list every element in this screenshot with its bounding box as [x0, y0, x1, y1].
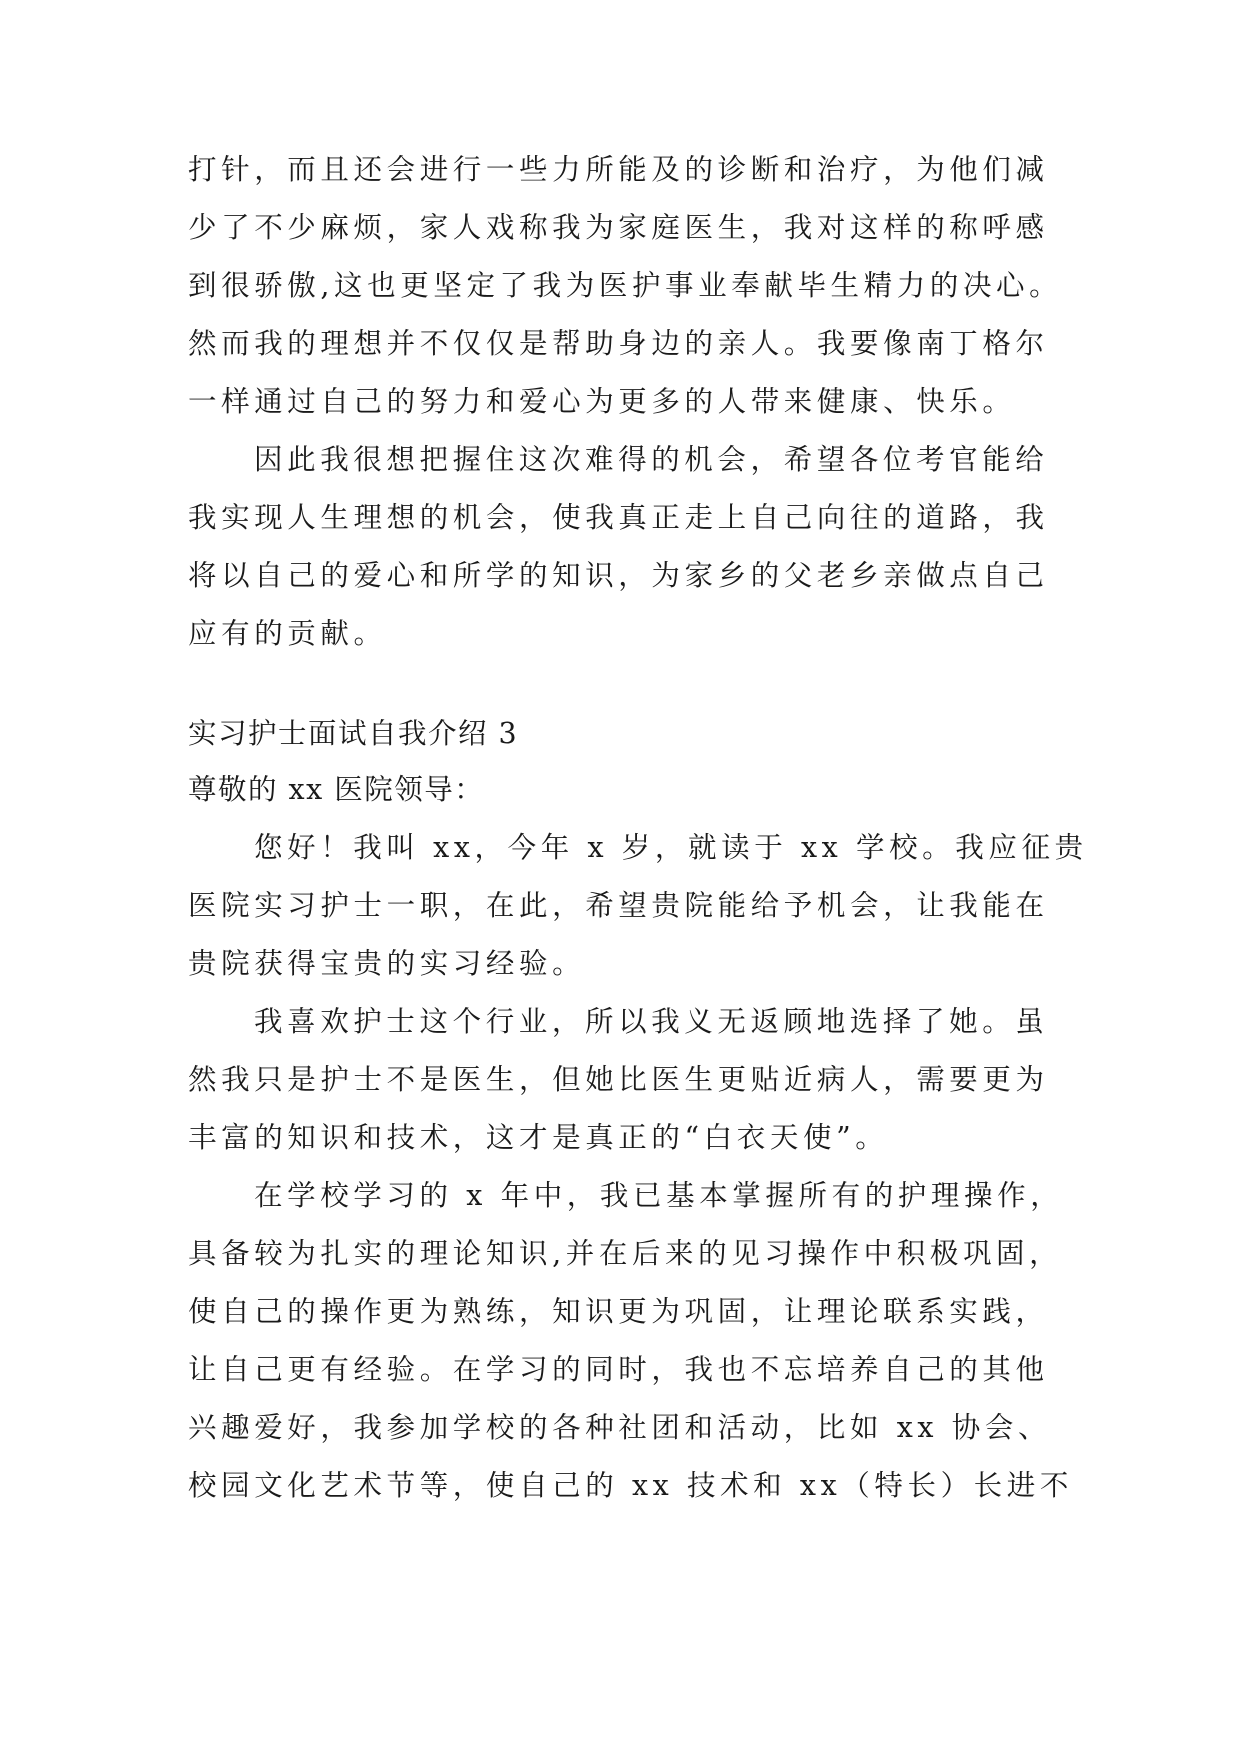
text-line: 使自己的操作更为熟练，知识更为巩固，让理论联系实践，: [188, 1295, 1049, 1328]
text-line: 兴趣爱好，我参加学校的各种社团和活动，比如 xx 协会、: [188, 1411, 1052, 1444]
paragraph-start: 您好！我叫 xx，今年 x 岁，就读于 xx 学校。我应征贵: [254, 831, 1088, 864]
text-line: 一样通过自己的努力和爱心为更多的人带来健康、快乐。: [188, 385, 1016, 418]
text-line: 应有的贡献。: [188, 617, 387, 650]
paragraph-start: 因此我很想把握住这次难得的机会，希望各位考官能给: [254, 443, 1049, 476]
text-line: 具备较为扎实的理论知识,并在后来的见习操作中积极巩固，: [188, 1237, 1063, 1270]
text-line: 贵院获得宝贵的实习经验。: [188, 947, 586, 980]
salutation: 尊敬的 xx 医院领导：: [188, 773, 485, 806]
text-line: 将以自己的爱心和所学的知识，为家乡的父老乡亲做点自己: [188, 559, 1049, 592]
text-line: 让自己更有经验。在学习的同时，我也不忘培养自己的其他: [188, 1353, 1049, 1386]
text-line: 到很骄傲,这也更坚定了我为医护事业奉献毕生精力的决心。: [188, 269, 1063, 302]
text-line: 医院实习护士一职，在此，希望贵院能给予机会，让我能在: [188, 889, 1049, 922]
text-line: 少了不少麻烦，家人戏称我为家庭医生，我对这样的称呼感: [188, 211, 1049, 244]
paragraph-start: 在学校学习的 x 年中，我已基本掌握所有的护理操作，: [254, 1179, 1064, 1212]
text-line: 打针，而且还会进行一些力所能及的诊断和治疗，为他们减: [188, 153, 1049, 186]
text-line: 我实现人生理想的机会，使我真正走上自己向往的道路，我: [188, 501, 1049, 534]
text-line: 然我只是护士不是医生，但她比医生更贴近病人，需要更为: [188, 1063, 1049, 1096]
text-line: 然而我的理想并不仅仅是帮助身边的亲人。我要像南丁格尔: [188, 327, 1049, 360]
text-line: 校园文化艺术节等，使自己的 xx 技术和 xx（特长）长进不: [188, 1469, 1073, 1502]
paragraph-start: 我喜欢护士这个行业，所以我义无返顾地选择了她。虽: [254, 1005, 1049, 1038]
section-heading: 实习护士面试自我介绍 3: [188, 717, 519, 750]
text-line: 丰富的知识和技术，这才是真正的“白衣天使”。: [188, 1121, 889, 1154]
